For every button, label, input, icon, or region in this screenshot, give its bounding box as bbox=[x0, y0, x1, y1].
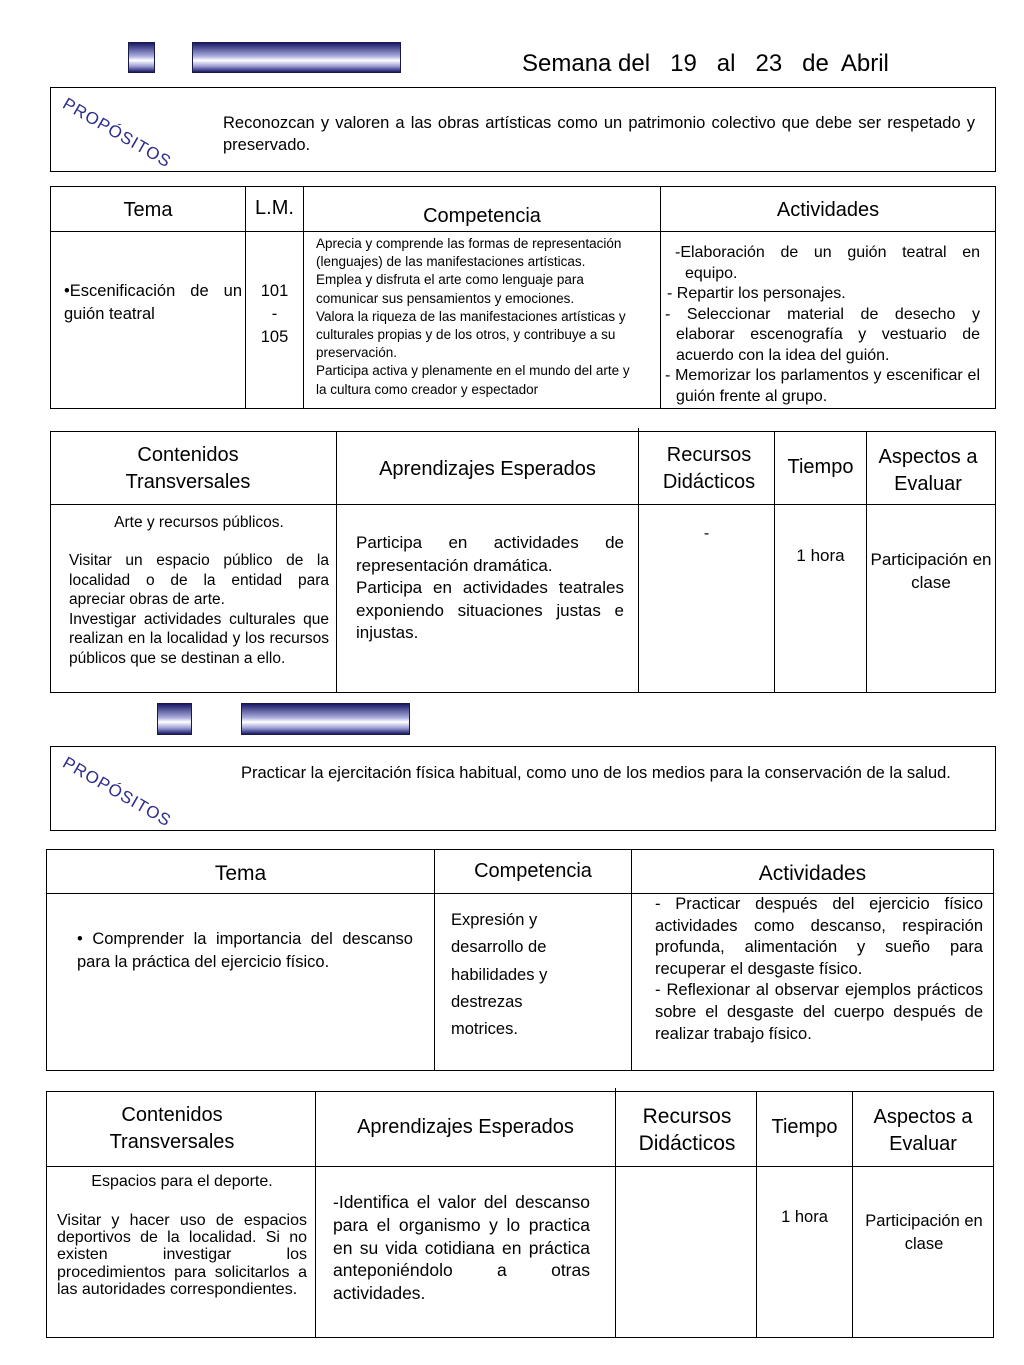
tiempo-value: 1 hora bbox=[781, 1208, 828, 1226]
aprendizajes-text: -Identifica el valor del descanso para el organismo y lo practica en su vida cotidiana en práctica anteponiéndolo a otras actividades. bbox=[333, 1192, 590, 1304]
actividad-item: - Reflexionar al observar ejemplos prácticos sobre el desgaste del cuerpo después de realizar trabajo físico. bbox=[655, 981, 983, 1043]
plan-table-2 bbox=[46, 849, 994, 1071]
decorative-bar-2 bbox=[241, 703, 410, 735]
header-tiempo: Tiempo bbox=[787, 455, 854, 478]
lm-end: 105 bbox=[260, 327, 289, 346]
purpose-label: PROPÓSITOS bbox=[59, 94, 175, 172]
competencia-list bbox=[316, 235, 634, 408]
header-actividades: Actividades bbox=[758, 861, 867, 885]
aspectos-value: Participación en clase bbox=[865, 1212, 983, 1253]
header-aspectos: Aspectos a Evaluar bbox=[878, 446, 978, 495]
competencia-item: Aprecia y comprende las formas de representación (lenguajes) de las manifestaciones artísticas. bbox=[316, 236, 622, 270]
contenidos-title: Espacios para el deporte. bbox=[91, 1173, 273, 1190]
header-actividades: Actividades bbox=[776, 198, 880, 221]
header-contenidos: Contenidos Transversales bbox=[125, 444, 251, 493]
aprendizajes-text bbox=[356, 532, 624, 645]
header-recursos: Recursos Didácticos bbox=[638, 1105, 736, 1155]
lm-start: 101 bbox=[260, 282, 289, 300]
purpose-box-2 bbox=[50, 746, 996, 831]
header-tiempo: Tiempo bbox=[771, 1115, 838, 1138]
tema-text: • Comprender la importancia del descanso para la práctica del ejercicio físico. bbox=[77, 930, 413, 971]
evaluation-table-1 bbox=[50, 431, 996, 693]
actividad-item: - Practicar después del ejercicio físico actividades como descanso, respiración profunda, alimentación y sueño para recuperar el desgaste físico. bbox=[655, 895, 983, 978]
purpose-text: Reconozcan y valoren a las obras artísticas como un patrimonio colectivo que debe ser respetado y preservado. bbox=[223, 114, 975, 154]
header-competencia: Competencia bbox=[423, 204, 541, 227]
aprendizaje-item: Participa en actividades de representación dramática. bbox=[356, 533, 624, 575]
competencia-text: Expresión y desarrollo de habilidades y destrezas motrices. bbox=[451, 911, 548, 1039]
header-tema: Tema bbox=[214, 861, 267, 885]
contenidos-body: Visitar y hacer uso de espacios deportivos de la localidad. Si no existen investigar los procedimientos para solicitarlos a las autoridades correspondientes. bbox=[57, 1212, 307, 1298]
actividad-item: - Memorizar los parlamentos y escenificar el guión frente al grupo. bbox=[665, 367, 980, 405]
header-aprendizajes: Aprendizajes Esperados bbox=[379, 457, 596, 480]
contenidos-body bbox=[69, 551, 329, 669]
aprendizaje-item: Participa en actividades teatrales exponiendo situaciones justas e injustas. bbox=[356, 578, 624, 642]
competencia-item: Participa activa y plenamente en el mundo del arte y la cultura como creador y espectador bbox=[316, 363, 630, 397]
lm-pages bbox=[246, 280, 303, 348]
competencia-item: Emplea y disfruta el arte como lenguaje para comunicar sus pensamientos y emociones. bbox=[316, 272, 584, 306]
actividades-list bbox=[665, 243, 980, 407]
tiempo-value: 1 hora bbox=[796, 546, 845, 565]
header-aprendizajes: Aprendizajes Esperados bbox=[357, 1115, 574, 1138]
header-recursos: Recursos Didácticos bbox=[662, 444, 756, 493]
lm-dash: - bbox=[271, 304, 278, 323]
header-lm: L.M. bbox=[255, 196, 294, 219]
decorative-square-2 bbox=[157, 703, 192, 735]
contenidos-item: Investigar actividades culturales que realizan en la localidad y los recursos públicos que se destinan a ello. bbox=[69, 610, 329, 667]
header-tema: Tema bbox=[123, 198, 173, 221]
actividad-item: -Elaboración de un guión teatral en equipo. bbox=[675, 244, 980, 282]
week-label: Semana del 19 al 23 de Abril bbox=[522, 50, 889, 77]
header-aspectos: Aspectos a Evaluar bbox=[873, 1106, 973, 1155]
purpose-box-1 bbox=[50, 87, 996, 172]
tema-text: •Escenificación de un guión teatral bbox=[64, 282, 242, 323]
actividades-list bbox=[655, 894, 983, 1045]
competencia-item: Valora la riqueza de las manifestaciones artísticas y culturales propias y de los otros, y contribuye a su preservación. bbox=[316, 308, 626, 361]
aspectos-value: Participación en clase bbox=[870, 550, 992, 592]
actividad-item: - Seleccionar material de desecho y elaborar escenografía y vestuario de acuerdo con la idea del guión. bbox=[665, 305, 980, 364]
decorative-square-1 bbox=[128, 42, 155, 73]
contenidos-title: Arte y recursos públicos. bbox=[114, 514, 284, 531]
header-contenidos: Contenidos Transversales bbox=[109, 1104, 235, 1153]
contenidos-item: Visitar un espacio público de la localidad o de la entidad para apreciar obras de arte. bbox=[69, 552, 329, 609]
header-competencia: Competencia bbox=[474, 859, 592, 882]
evaluation-table-2 bbox=[46, 1091, 994, 1338]
purpose-text: Practicar la ejercitación física habitual, como uno de los medios para la conservación de la salud. bbox=[241, 764, 951, 782]
recursos-value: - bbox=[703, 525, 710, 542]
plan-table-1 bbox=[50, 186, 996, 409]
purpose-label: PROPÓSITOS bbox=[59, 753, 175, 831]
decorative-bar-1 bbox=[192, 42, 401, 73]
actividad-item: - Repartir los personajes. bbox=[667, 285, 846, 302]
